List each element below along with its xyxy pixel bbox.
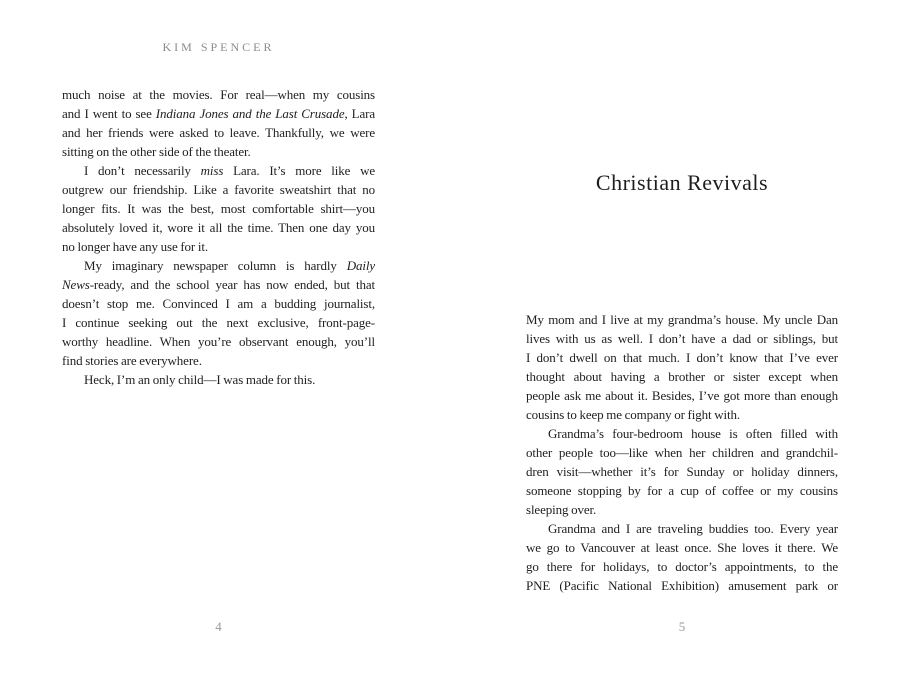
text-line: go there for holidays, to doctor’s appointments, to the [526, 559, 838, 574]
text-line: no longer have any use for it. [62, 239, 208, 254]
running-head: KIM SPENCER [162, 40, 275, 54]
text-line: sitting on the other side of the theater. [62, 144, 251, 159]
left-page-text [62, 85, 375, 389]
text-line: PNE (Pacific National Exhibition) amusement park or [526, 578, 838, 593]
text-line: doesn’t stop me. Convinced I am a budding journalist, [62, 296, 375, 311]
text-line: people ask me about it. Besides, I’ve got more than enough [526, 388, 838, 403]
text-line: I don’t dwell on that much. I don’t know that I’ve ever [526, 350, 838, 365]
right-page-number: 5 [678, 619, 686, 634]
text-line: someone stopping by for a cup of coffee or my cousins [526, 483, 838, 498]
text-line: thought about having a brother or sister except when [526, 369, 838, 384]
text-line: worthy headline. When you’re observant enough, you’ll [62, 334, 375, 349]
text-line: sleeping over. [526, 502, 597, 517]
text-line: Grandma’s four-bedroom house is often filled with [548, 426, 838, 441]
text-line: much noise at the movies. For real—when my cousins [62, 87, 375, 102]
text-line: Heck, I’m an only child—I was made for this. [84, 372, 316, 387]
text-line: absolutely loved it, wore it all the time. Then one day you [62, 220, 375, 235]
text-line: News-ready, and the school year has now ended, but that [62, 277, 375, 292]
right-page [450, 0, 900, 675]
text-line: other people too—like when her children and grandchil- [526, 445, 838, 460]
right-page-text [526, 310, 838, 595]
text-line: dren visit—whether it’s for Sunday or holiday dinners, [526, 464, 838, 479]
text-line: I continue seeking out the next exclusive, front-page- [62, 315, 375, 330]
text-line: longer fits. It was the best, most comfortable shirt—you [62, 201, 375, 216]
text-line: My imaginary newspaper column is hardly Daily [84, 258, 375, 273]
text-line: Grandma and I are traveling buddies too. Every year [548, 521, 838, 536]
text-line: find stories are everywhere. [62, 353, 202, 368]
text-line: cousins to keep me company or fight with. [526, 407, 740, 422]
text-line: lives with us as well. I don’t have a dad or siblings, but [526, 331, 838, 346]
left-page-number: 4 [215, 619, 222, 634]
text-line: I don’t necessarily miss Lara. It’s more like we [84, 163, 375, 178]
text-line: outgrew our friendship. Like a favorite sweatshirt that no [62, 182, 375, 197]
text-line: My mom and I live at my grandma’s house. My uncle Dan [526, 312, 838, 327]
text-line: we go to Vancouver at least once. She loves it there. We [526, 540, 838, 555]
text-line: and I went to see Indiana Jones and the Last Crusade, Lara [62, 106, 375, 121]
text-line: and her friends were asked to leave. Thankfully, we were [62, 125, 375, 140]
chapter-title: Christian Revivals [595, 170, 769, 195]
